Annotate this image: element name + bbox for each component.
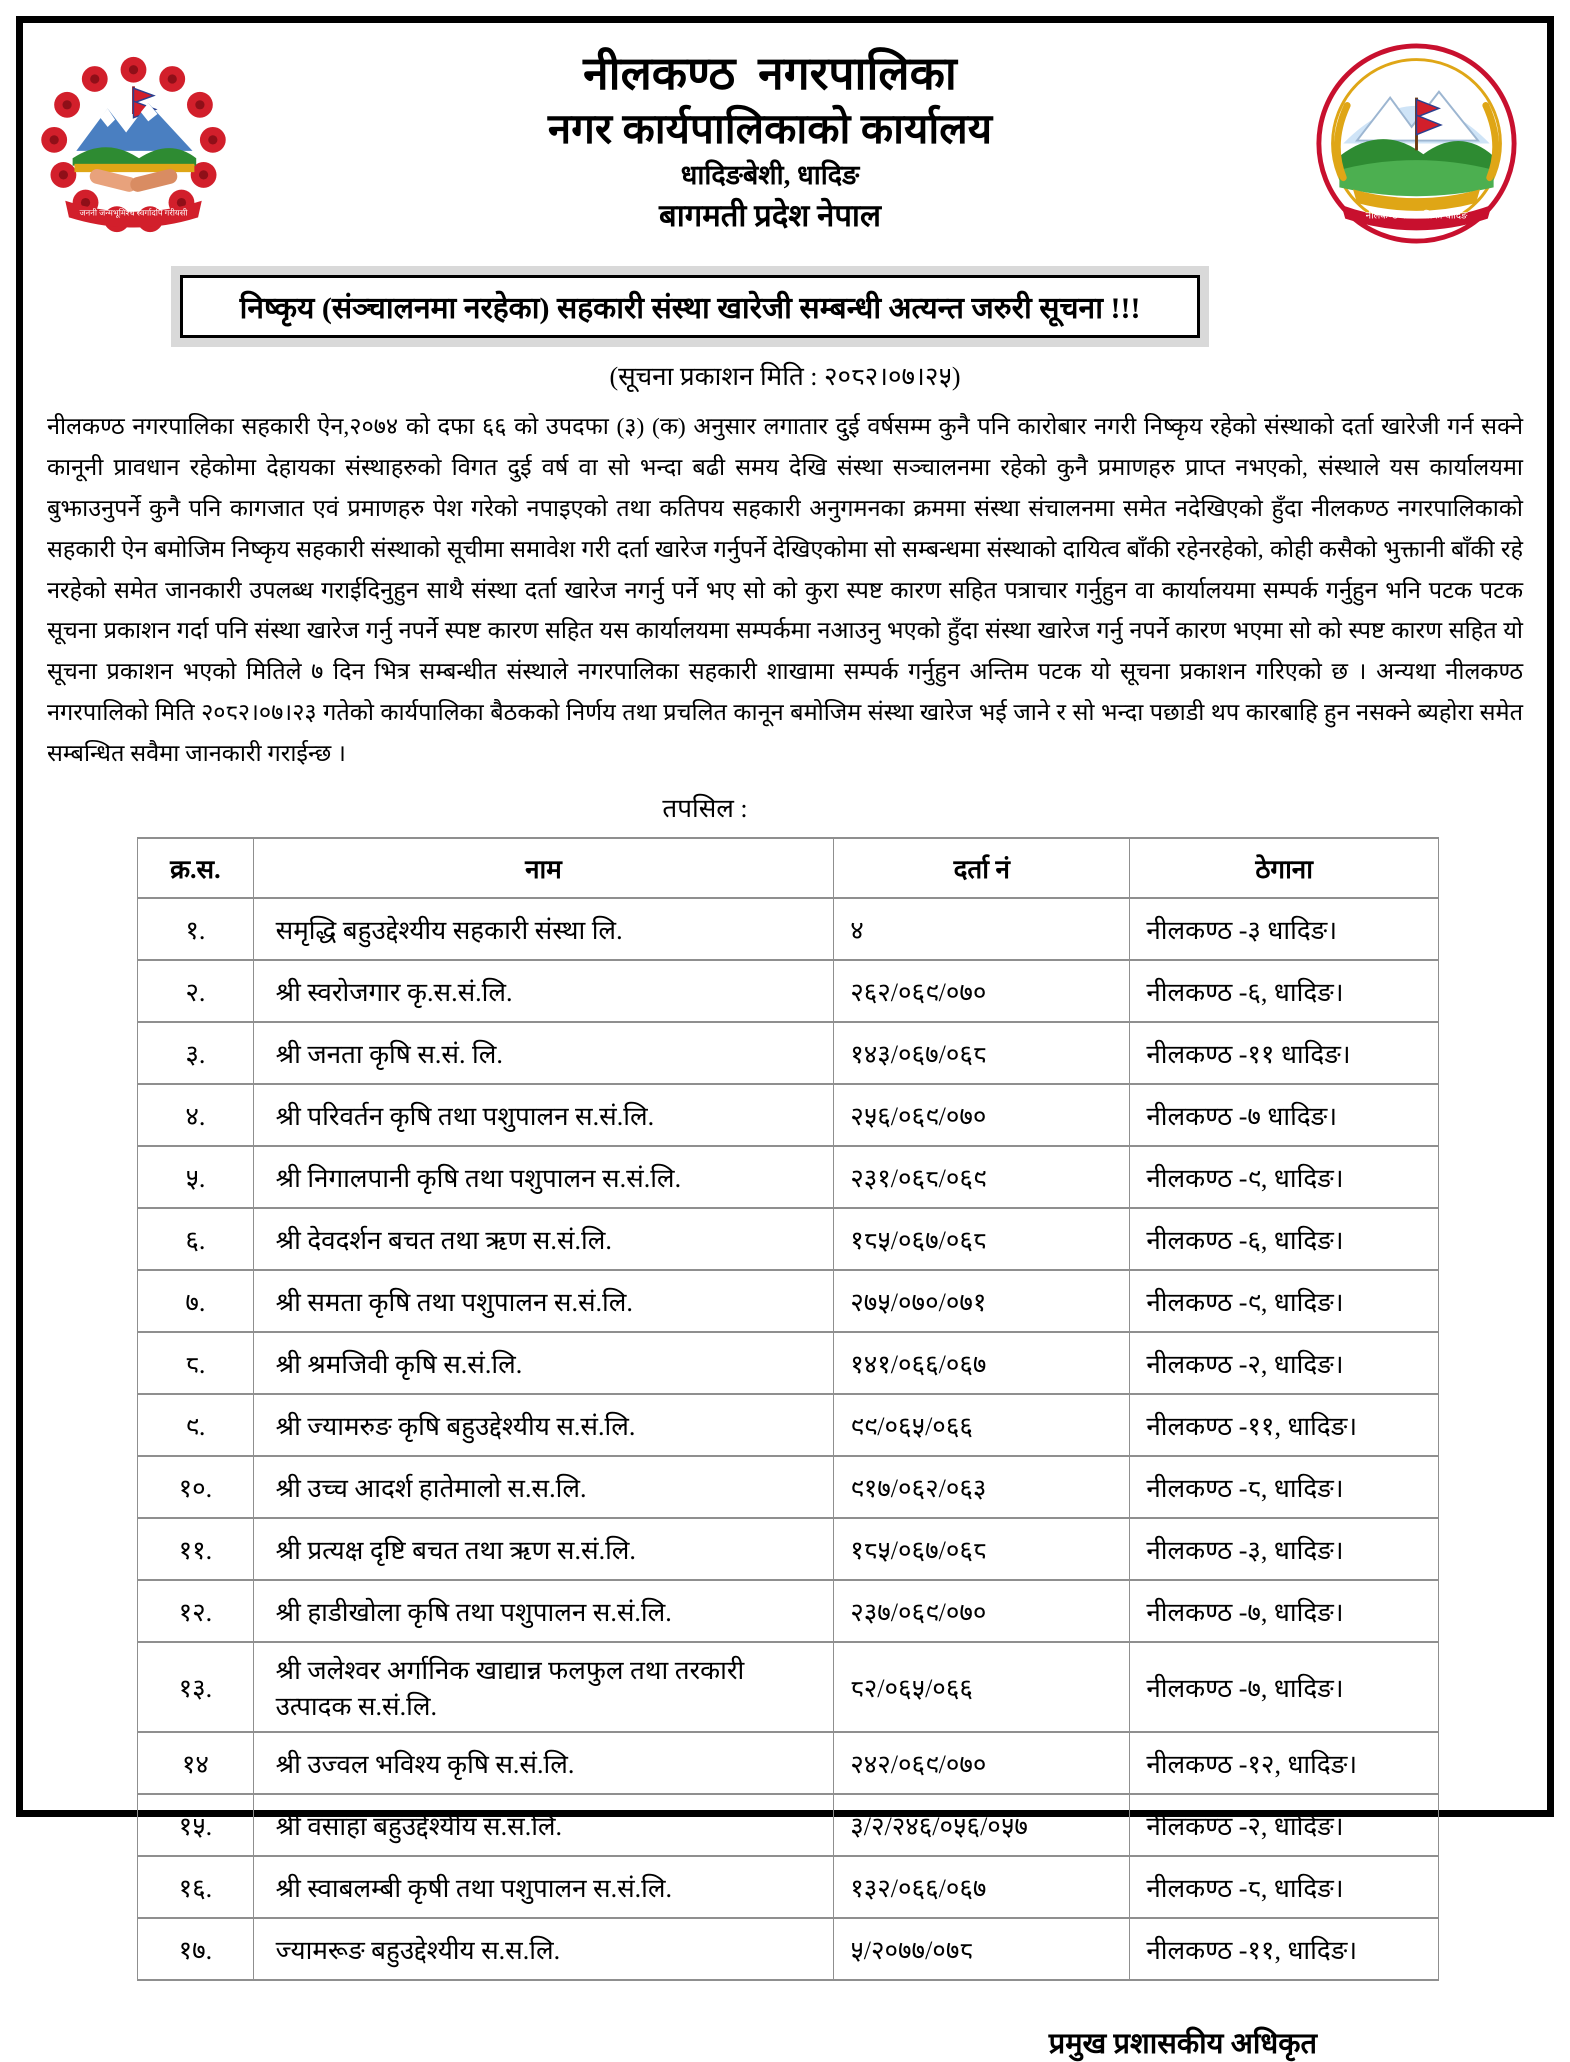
table-row [138,898,1439,960]
address-cell: नीलकण्ठ -३, धादिङ। [1130,1518,1439,1580]
table-row [138,1084,1439,1146]
regno-cell: ९१७/०६२/०६३ [834,1456,1130,1518]
address-cell: नीलकण्ठ -१२, धादिङ। [1130,1732,1439,1794]
address-cell: नीलकण्ठ -११, धादिङ। [1130,1394,1439,1456]
address-cell: नीलकण्ठ -९, धादिङ। [1130,1146,1439,1208]
regno-cell: १४१/०६६/०६७ [834,1332,1130,1394]
serial-cell: १७. [138,1918,254,1980]
address-cell: नीलकण्ठ -८, धादिङ। [1130,1856,1439,1918]
serial-cell: ११. [138,1518,254,1580]
table-row [138,1794,1439,1856]
emblem-motto-text: जननी जन्मभूमिश्च स्वर्गादपि गरीयसी [79,208,188,218]
address-cell: नीलकण्ठ -७ धादिङ। [1130,1084,1439,1146]
table-row [138,1456,1439,1518]
name-cell: श्री जनता कृषि स.सं. लि. [253,1022,834,1084]
table-row [138,1332,1439,1394]
serial-cell: ९. [138,1394,254,1456]
table-row [138,1518,1439,1580]
regno-cell: ५/२०७७/०७८ [834,1918,1130,1980]
table-row [138,1918,1439,1980]
serial-cell: २. [138,960,254,1022]
regno-cell: १८५/०६७/०६८ [834,1208,1130,1270]
address-cell: नीलकण्ठ -३ धादिङ। [1130,898,1439,960]
publication-date: (सूचना प्रकाशन मिति : २०८२।०७।२५) [609,362,961,391]
regno-cell: १३२/०६६/०६७ [834,1856,1130,1918]
nepal-emblem-logo [41,37,236,250]
name-cell: श्री उज्वल भविश्य कृषि स.सं.लि. [253,1732,834,1794]
nepal-emblem-icon [41,55,226,245]
name-cell: श्री प्रत्यक्ष दृष्टि बचत तथा ऋण स.सं.लि. [253,1518,834,1580]
office-titles [236,37,1304,237]
notice-title: निष्कृय (संञ्चालनमा नरहेका) सहकारी संस्था खारेजी सम्बन्धी अत्यन्त जरुरी सूचना !!! [180,275,1200,338]
regno-cell: २७५/०७०/०७१ [834,1270,1130,1332]
document-frame [16,16,1554,2060]
table-row [138,1642,1439,1732]
name-cell: श्री स्वरोजगार कृ.स.सं.लि. [253,960,834,1022]
signature-title: प्रमुख प्रशासकीय अधिकृत [1048,2027,1317,2060]
regno-cell: २४२/०६९/०७० [834,1732,1130,1794]
municipality-name: नीलकण्ठ नगरपालिका [583,48,957,99]
address-cell: नीलकण्ठ -११ धादिङ। [1130,1022,1439,1084]
regno-cell: ४ [834,898,1130,960]
serial-cell: १. [138,898,254,960]
col-regno: दर्ता नं [834,838,1130,898]
address-cell: नीलकण्ठ -६, धादिङ। [1130,1208,1439,1270]
table-row [138,960,1439,1022]
name-cell: श्री हाडीखोला कृषि तथा पशुपालन स.सं.लि. [253,1580,834,1642]
table-row [138,1580,1439,1642]
regno-cell: २३७/०६९/०७० [834,1580,1130,1642]
name-cell: श्री उच्च आदर्श हातेमालो स.स.लि. [253,1456,834,1518]
name-cell: समृद्धि बहुउद्देश्यीय सहकारी संस्था लि. [253,898,834,960]
regno-cell: १४३/०६७/०६८ [834,1022,1130,1084]
serial-cell: ३. [138,1022,254,1084]
table-row [138,1022,1439,1084]
address-cell: नीलकण्ठ -८, धादिङ। [1130,1456,1439,1518]
address-cell: नीलकण्ठ -६, धादिङ। [1130,960,1439,1022]
table-header-row [138,838,1439,898]
serial-cell: १५. [138,1794,254,1856]
name-cell: श्री परिवर्तन कृषि तथा पशुपालन स.सं.लि. [253,1084,834,1146]
table-body [138,898,1439,1980]
col-address: ठेगाना [1130,838,1439,898]
col-serial: क्र.स. [138,838,254,898]
name-cell: श्री निगालपानी कृषि तथा पशुपालन स.सं.लि. [253,1146,834,1208]
table-row [138,1208,1439,1270]
table-row [138,1146,1439,1208]
name-cell: श्री श्रमजिवी कृषि स.सं.लि. [253,1332,834,1394]
province-line: बागमती प्रदेश नेपाल [659,197,881,233]
name-cell: श्री देवदर्शन बचत तथा ऋण स.सं.लि. [253,1208,834,1270]
regno-cell: २५६/०६९/०७० [834,1084,1130,1146]
municipality-logo-caption: नीलकण्ठ नगरपालिका धादिङ [1365,210,1468,222]
serial-cell: १४ [138,1732,254,1794]
address-cell: नीलकण्ठ -९, धादिङ। [1130,1270,1439,1332]
table-row [138,1856,1439,1918]
serial-cell: ७. [138,1270,254,1332]
table-row [138,1270,1439,1332]
regno-cell: १८५/०६७/०६८ [834,1518,1130,1580]
table-header [138,838,1439,898]
cooperatives-table [137,837,1439,1981]
office-address: धादिङबेशी, धादिङ [680,160,860,191]
regno-cell: ९९/०६५/०६६ [834,1394,1130,1456]
serial-cell: १२. [138,1580,254,1642]
address-cell: नीलकण्ठ -११, धादिङ। [1130,1918,1439,1980]
col-name: नाम [253,838,834,898]
serial-cell: १०. [138,1456,254,1518]
regno-cell: ८२/०६५/०६६ [834,1642,1130,1732]
regno-cell: २३१/०६८/०६९ [834,1146,1130,1208]
name-cell: ज्यामरूङ बहुउद्देश्यीय स.स.लि. [253,1918,834,1980]
office-name: नगर कार्यपालिकाको कार्यालय [547,106,993,153]
serial-cell: १३. [138,1642,254,1732]
regno-cell: २६२/०६९/०७० [834,960,1130,1022]
letterhead [41,37,1529,250]
table-row [138,1394,1439,1456]
address-cell: नीलकण्ठ -२, धादिङ। [1130,1794,1439,1856]
regno-cell: ३/२/२४६/०५६/०५७ [834,1794,1130,1856]
serial-cell: १६. [138,1856,254,1918]
name-cell: श्री समता कृषि तथा पशुपालन स.सं.लि. [253,1270,834,1332]
tapasil-label: तपसिल : [662,793,748,823]
serial-cell: ८. [138,1332,254,1394]
notice-title-box [171,266,1209,347]
address-cell: नीलकण्ठ -७, धादिङ। [1130,1642,1439,1732]
name-cell: श्री वसाहा बहुउद्देश्यीय स.सं.लि. [253,1794,834,1856]
serial-cell: ४. [138,1084,254,1146]
name-cell: श्री ज्यामरुङ कृषि बहुउद्देश्यीय स.सं.लि. [253,1394,834,1456]
address-cell: नीलकण्ठ -७, धादिङ। [1130,1580,1439,1642]
name-cell: श्री स्वाबलम्बी कृषी तथा पशुपालन स.सं.लि. [253,1856,834,1918]
municipality-logo [1304,37,1529,246]
municipality-logo-icon [1314,41,1519,246]
table-row [138,1732,1439,1794]
address-cell: नीलकण्ठ -२, धादिङ। [1130,1332,1439,1394]
serial-cell: ६. [138,1208,254,1270]
name-cell: श्री जलेश्वर अर्गानिक खाद्यान्न फलफुल तथा तरकारी उत्पादक स.सं.लि. [253,1642,834,1732]
notice-body: नीलकण्ठ नगरपालिका सहकारी ऐन,२०७४ को दफा ६६ को उपदफा (३) (क) अनुसार लगातार दुई वर्षसम्म कुनै पनि कारोबार नगरी निष्कृय रहेको संस्थाको दर्ता खारेजी गर्न सक्ने कानूनी प्रावधान रहेकोमा देहायका संस्थाहरुको विगत दुई वर्ष वा सो भन्दा बढी समय देखि संस्था सञ्चालनमा रहेको कुनै प्रमाणहरु प्राप्त नभएको, संस्थाले यस कार्यालयमा बुझाउनुपर्ने कुनै पनि कागजात एवं प्रमाणहरु पेश गरेको नपाइएको तथा कतिपय सहकारी अनुगमनका क्रममा संस्था संचालनमा समेत नदेखिएको हुँदा नीलकण्ठ नगरपालिकाको सहकारी ऐन बमोजिम निष्कृय सहकारी संस्थाको सूचीमा समावेश गरी दर्ता खारेज गर्नुपर्ने देखिएकोमा सो सम्बन्धमा संस्थाको दायित्व बाँकी रहेनरहेको, कोही कसैको भुक्तानी बाँकी रहे नरहेको समेत जानकारी उपलब्ध गराईदिनुहुन साथै संस्था दर्ता खारेज नगर्नु पर्ने भए सो को कुरा स्पष्ट कारण सहित पत्राचार गर्नुहुन वा कार्यालयमा सम्पर्क गर्नुहुन भनि पटक पटक सूचना प्रकाशन गर्दा पनि संस्था खारेज गर्नु नपर्ने स्पष्ट कारण सहित यस कार्यालयमा सम्पर्कमा नआउनु भएको हुँदा संस्था खारेज गर्नु नपर्ने कारण भएमा सो को स्पष्ट कारण सहित यो सूचना प्रकाशन भएको मितिले ७ दिन भित्र सम्बन्धीत संस्थाले नगरपालिका सहकारी शाखामा सम्पर्क गर्नुहुन अन्तिम पटक यो सूचना प्रकाशन गरिएको छ । अन्यथा नीलकण्ठ नगरपालिको मिति २०८२।०७।२३ गतेको कार्यपालिका बैठकको निर्णय तथा प्रचलित कानून बमोजिम संस्था खारेज भई जाने र सो भन्दा पछाडी थप कारबाहि हुन नसक्ने ब्यहोरा समेत सम्बन्धित सवैमा जानकारी गराईन्छ । [47,414,1523,767]
serial-cell: ५. [138,1146,254,1208]
